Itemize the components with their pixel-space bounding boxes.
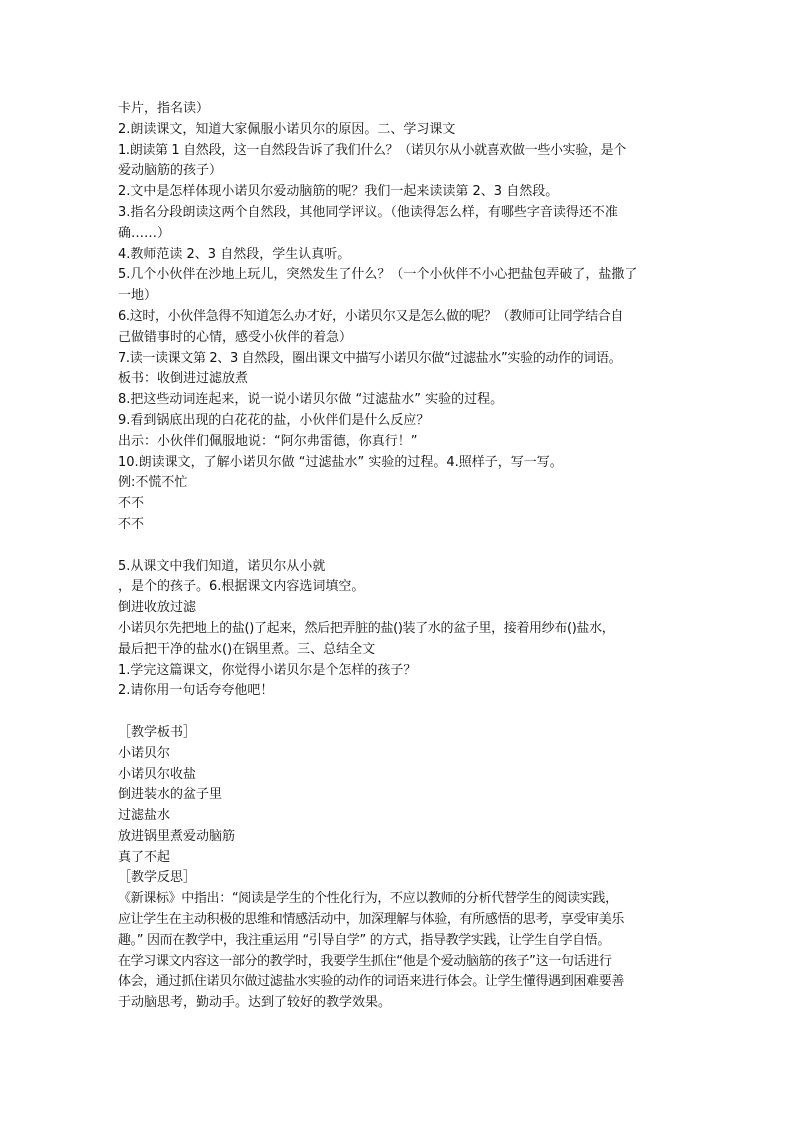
text-line: 9.看到锅底出现的白花花的盐，小伙伴们是什么反应？: [118, 412, 430, 428]
text-line: 不不: [118, 516, 145, 532]
text-line: 1.朗读第 1 自然段，这一自然段告诉了我们什么？（诺贝尔从小就喜欢做一些小实验，是个: [118, 142, 626, 158]
text-line: 5.从课文中我们知道，诺贝尔从小就: [118, 558, 326, 574]
blank-line: [118, 536, 684, 557]
text-line: 不不: [118, 496, 145, 512]
text-line: 卡片，指名读）: [118, 101, 210, 116]
text-line: 小诺贝尔先把地上的盐()了起来，然后把弄脏的盐()装了水的盆子里，接着用纱布()盐水，: [118, 620, 615, 636]
text-line: 倒进收放过滤: [118, 600, 197, 616]
document-body: [118, 99, 684, 1014]
text-line: 出示：小伙伴们佩服地说：“阿尔弗雷德，你真行！”: [118, 433, 418, 449]
text-line: 10.朗读课文，了解小诺贝尔做 “过滤盐水” 实验的过程。4.照样子，写一写。: [118, 454, 563, 470]
text-line: 6.这时，小伙伴急得不知道怎么办才好，小诺贝尔又是怎么做的呢？（教师可让同学结合自: [118, 308, 624, 324]
text-line: 体会，通过抓住诺贝尔做过滤盐水实验的动作的词语来进行体会。让学生懂得遇到困难要善: [118, 974, 625, 990]
text-line: 己做错事时的心情，感受小伙伴的着急）: [118, 329, 353, 345]
text-line: 4.教师范读 2、3 自然段，学生认真听。: [118, 246, 351, 262]
text-line: 例:不慌不忙: [118, 475, 188, 491]
text-line: 7.读一读课文第 2、3 自然段，圈出课文中描写小诺贝尔做“过滤盐水”实验的动作的词语。: [118, 350, 622, 366]
section-heading: ［教学板书］: [118, 724, 197, 740]
text-line: 2.请你用一句话夸夸他吧！: [118, 683, 274, 699]
text-line: 过滤盐水: [118, 808, 171, 824]
text-line: 真了不起: [118, 849, 171, 865]
text-line: 《新课标》中指出：“阅读是学生的个性化行为，不应以教师的分析代替学生的阅读实践，: [118, 891, 618, 907]
text-line: 在学习课文内容这一部分的教学时，我要学生抓住“他是个爱动脑筋的孩子”这一句话进行: [118, 953, 612, 969]
text-line: ，是个的孩子。6.根据课文内容选词填空。: [118, 579, 365, 595]
text-line: 应让学生在主动积极的思维和情感活动中，加深理解与体验，有所感悟的思考，享受审美乐: [118, 912, 625, 928]
text-line: 确……）: [118, 225, 171, 241]
text-line: 放进锅里煮爱动脑筋: [118, 828, 236, 844]
text-line: 5.几个小伙伴在沙地上玩儿，突然发生了什么？（一个小伙伴不小心把盐包弄破了，盐撒了: [118, 267, 638, 283]
text-line: 爱动脑筋的孩子）: [118, 163, 223, 179]
text-line: 1.学完这篇课文，你觉得小诺贝尔是个怎样的孩子？: [118, 662, 417, 678]
text-line: 小诺贝尔收盐: [118, 766, 197, 782]
blank-line: [118, 702, 684, 723]
text-line: 一地）: [118, 288, 158, 304]
text-line: 最后把干净的盐水()在锅里煮。三、总结全文: [118, 641, 376, 657]
text-line: 小诺贝尔: [118, 745, 171, 761]
text-line: 于动脑思考，勤动手。达到了较好的教学效果。: [118, 995, 392, 1011]
text-line: 趣。” 因而在教学中，我注重运用 “引导自学” 的方式，指导教学实践，让学生自学自悟。: [118, 932, 611, 948]
text-line: 2.朗读课文，知道大家佩服小诺贝尔的原因。二、学习课文: [118, 121, 456, 137]
text-line: 3.指名分段朗读这两个自然段，其他同学评议。（他读得怎么样，有哪些字音读得还不准: [118, 204, 618, 220]
text-line: 2.文中是怎样体现小诺贝尔爱动脑筋的呢？我们一起来读读第 2、3 自然段。: [118, 184, 559, 200]
section-heading: ［教学反思］: [118, 870, 197, 886]
text-line: 8.把这些动词连起来，说一说小诺贝尔做 “过滤盐水” 实验的过程。: [118, 392, 504, 408]
text-line: 倒进装水的盆子里: [118, 787, 223, 803]
text-line: 板书：收倒进过滤放煮: [118, 371, 249, 387]
